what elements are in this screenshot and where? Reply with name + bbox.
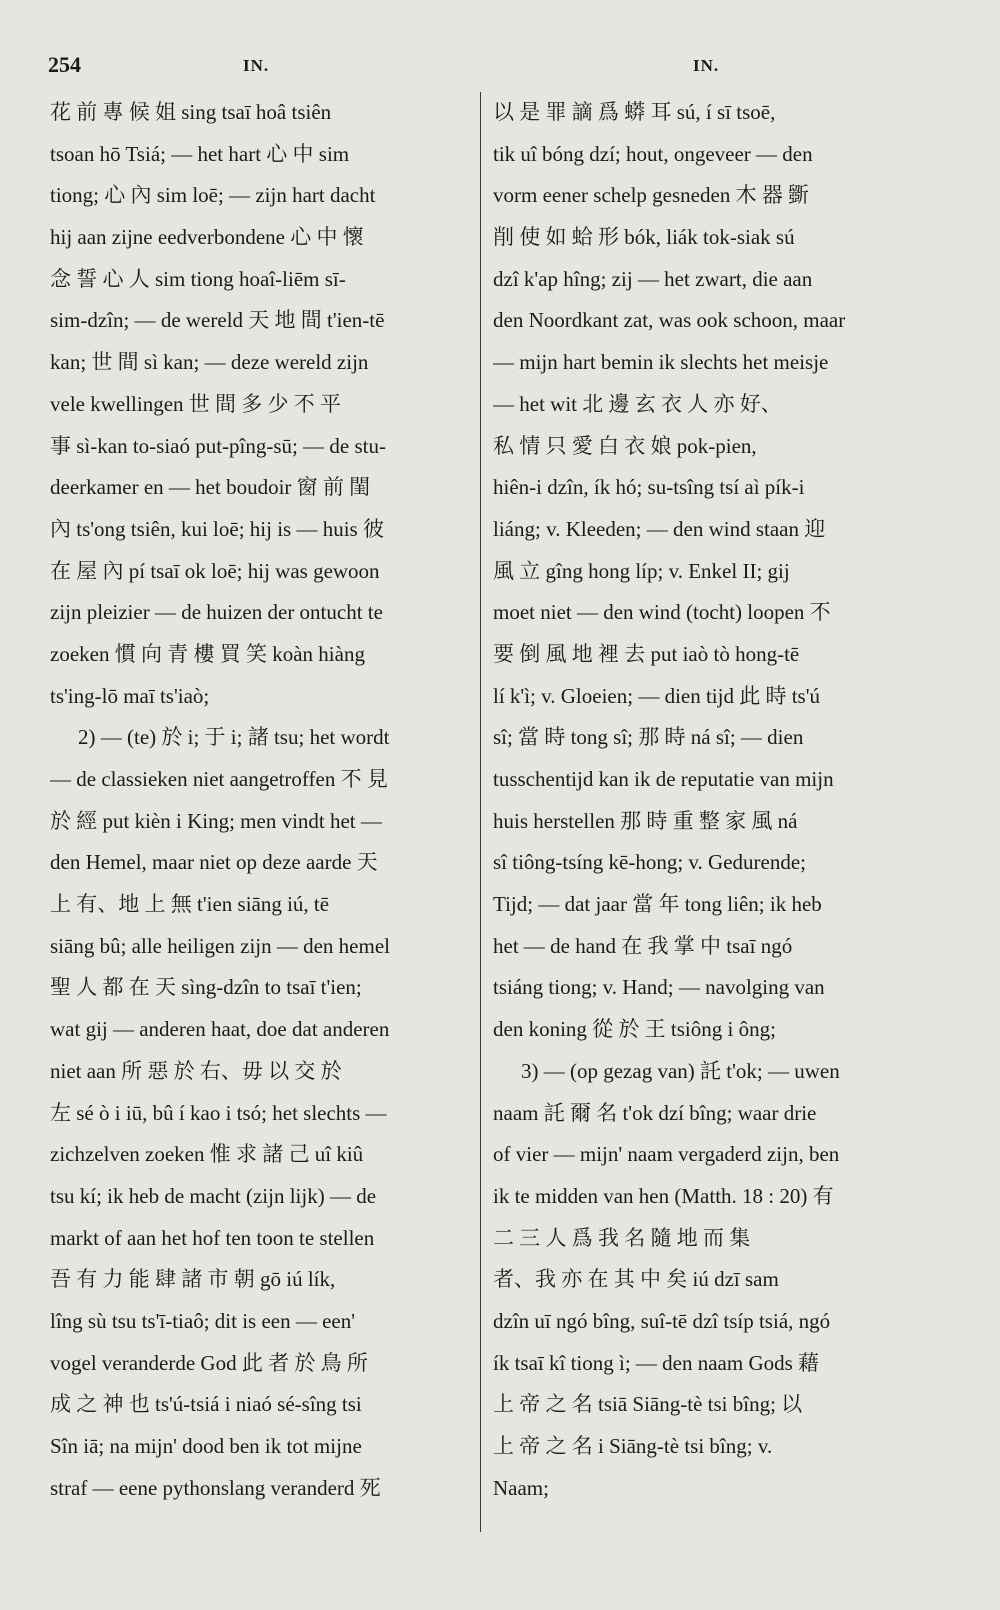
text-line: 吾 有 力 能 肆 諸 市 朝 gō iú lík, — [50, 1267, 336, 1292]
text-line: zijn pleizier — de huizen der ontucht te — [50, 600, 383, 625]
text-line: — de classieken niet aangetroffen 不 見 — [50, 767, 388, 791]
text-line: 內 ts'ong tsiên, kui loē; hij is — huis 彼 — [50, 516, 384, 541]
text-line: 風 立 gîng hong líp; v. Enkel II; gij — [493, 558, 790, 583]
text-line: vele kwellingen 世 間 多 少 不 平 — [50, 391, 342, 416]
text-line: 二 三 人 爲 我 名 隨 地 而 集 — [493, 1225, 751, 1250]
text-line: 成 之 神 也 ts'ú-tsiá i niaó sé-sîng tsi — [50, 1392, 362, 1417]
text-line: 念 誓 心 人 sim tiong hoaî-liēm sī- — [50, 266, 346, 291]
text-line: vorm eener schelp gesneden 木 器 斵 — [493, 183, 810, 208]
text-line: dzîn uī ngó bîng, suî-tē dzî tsíp tsiá, ngó — [493, 1308, 831, 1333]
right-running-head: IN. — [693, 56, 720, 75]
text-line: 事 sì-kan to-siaó put-pîng-sū; — de stu- — [50, 433, 386, 458]
text-line: sî tiông-tsíng kē-hong; v. Gedurende; — [493, 850, 807, 875]
text-line: den Noordkant zat, was ook schoon, maar — [493, 308, 846, 333]
text-line: siāng bû; alle heiligen zijn — den hemel — [50, 933, 390, 958]
right-column — [493, 92, 918, 1509]
text-line: 花 前 專 候 姐 sing tsaī hoâ tsiên — [50, 100, 332, 124]
text-line: liáng; v. Kleeden; — den wind staan 迎 — [493, 516, 826, 541]
text-line: lîng sù tsu ts'ī-tiaô; dit is een — een' — [50, 1308, 356, 1333]
text-line: 3) — (op gezag van) 託 t'ok; — uwen — [521, 1058, 840, 1083]
text-line: straf — eene pythonslang veranderd 死 — [50, 1475, 381, 1500]
text-line: kan; 世 間 sì kan; — deze wereld zijn — [50, 350, 369, 375]
text-line: wat gij — anderen haat, doe dat anderen — [50, 1017, 390, 1042]
text-line: lí k'ì; v. Gloeien; — dien tijd 此 時 ts'ú — [493, 683, 821, 708]
text-line: zoeken 慣 向 青 樓 買 笑 koàn hiàng — [50, 641, 365, 666]
text-line: — mijn hart bemin ik slechts het meisje — [493, 350, 829, 375]
text-line: tik uî bóng dzí; hout, ongeveer — den — [493, 141, 813, 166]
text-line: dzî k'ap hîng; zij — het zwart, die aan — [493, 266, 813, 291]
text-line: tsu kí; ik heb de macht (zijn lijk) — de — [50, 1183, 377, 1208]
text-line: 在 屋 內 pí tsaī ok loē; hij was gewoon — [50, 558, 380, 583]
text-line: Naam; — [493, 1475, 549, 1500]
text-line: 者、我 亦 在 其 中 矣 iú dzī sam — [493, 1267, 779, 1292]
text-line: tsiáng tiong; v. Hand; — navolging van — [493, 975, 825, 1000]
text-line: deerkamer en — het boudoir 窗 前 閨 — [50, 475, 371, 500]
column-divider — [480, 92, 481, 1532]
page-number: 254 — [48, 52, 81, 77]
text-line: moet niet — den wind (tocht) loopen 不 — [493, 600, 831, 625]
text-line: Tijd; — dat jaar 當 年 tong liên; ik heb — [493, 892, 822, 917]
text-line: — het wit 北 邊 玄 衣 人 亦 好、 — [493, 391, 782, 416]
text-line: Sîn iā; na mijn' dood ben ik tot mijne — [50, 1434, 362, 1458]
text-line: ts'ing-lō maī ts'iaò; — [50, 683, 210, 708]
text-line: 上 有、地 上 無 t'ien siāng iú, tē — [50, 892, 330, 917]
text-line: of vier — mijn' naam vergaderd zijn, ben — [493, 1142, 840, 1167]
text-line: hiên-i dzîn, ík hó; su-tsîng tsí aì pík-i — [493, 475, 805, 500]
left-column — [50, 92, 475, 1509]
text-line: 上 帝 之 名 i Siāng-tè tsi bîng; v. — [493, 1434, 773, 1458]
text-line: den koning 從 於 王 tsiông i ông; — [493, 1017, 776, 1042]
text-line: 聖 人 都 在 天 sìng-dzîn to tsaī t'ien; — [50, 975, 362, 1000]
text-line: zichzelven zoeken 惟 求 諸 己 uî kiû — [50, 1142, 364, 1167]
text-line: 要 倒 風 地 裡 去 put iaò tò hong-tē — [493, 641, 800, 666]
text-line: sî; 當 時 tong sî; 那 時 ná sî; — dien — [493, 725, 804, 750]
text-line: tsoan hō Tsiá; — het hart 心 中 sim — [50, 141, 350, 166]
text-line: 削 使 如 蛤 形 bók, liák tok-siak sú — [493, 225, 795, 250]
text-line: 以 是 罪 謫 爲 蟒 耳 sú, í sī tsoē, — [493, 100, 776, 124]
text-line: 左 sé ò i iū, bû í kao i tsó; het slechts — — [50, 1100, 387, 1125]
text-line: tiong; 心 內 sim loē; — zijn hart dacht — [50, 183, 376, 208]
left-running-head: IN. — [243, 56, 270, 75]
text-line: naam 託 爾 名 t'ok dzí bîng; waar drie — [493, 1100, 817, 1125]
text-line: ik te midden van hen (Matth. 18 : 20) 有 — [493, 1183, 834, 1208]
text-line: markt of aan het hof ten toon te stellen — [50, 1225, 375, 1250]
text-line: 上 帝 之 名 tsiā Siāng-tè tsi bîng; 以 — [493, 1392, 803, 1417]
text-line: tusschentijd kan ik de reputatie van mijn — [493, 767, 834, 791]
text-line: hij aan zijne eedverbondene 心 中 懷 — [50, 225, 364, 250]
text-line: 2) — (te) 於 i; 于 i; 諸 tsu; het wordt — [78, 725, 390, 750]
text-line: 私 情 只 愛 白 衣 娘 pok-pien, — [493, 433, 757, 458]
text-line: sim-dzîn; — de wereld 天 地 間 t'ien-tē — [50, 308, 385, 333]
page-header — [48, 52, 940, 82]
text-line: 於 經 put kièn i King; men vindt het — — [50, 808, 382, 833]
text-line: vogel veranderde God 此 者 於 鳥 所 — [50, 1350, 368, 1375]
text-line: huis herstellen 那 時 重 整 家 風 ná — [493, 808, 798, 833]
text-line: niet aan 所 惡 於 右、毋 以 交 於 — [50, 1058, 342, 1083]
text-line: den Hemel, maar niet op deze aarde 天 — [50, 850, 378, 875]
text-line: het — de hand 在 我 掌 中 tsaī ngó — [493, 933, 793, 958]
text-line: ík tsaī kî tiong ì; — den naam Gods 藉 — [493, 1350, 820, 1375]
